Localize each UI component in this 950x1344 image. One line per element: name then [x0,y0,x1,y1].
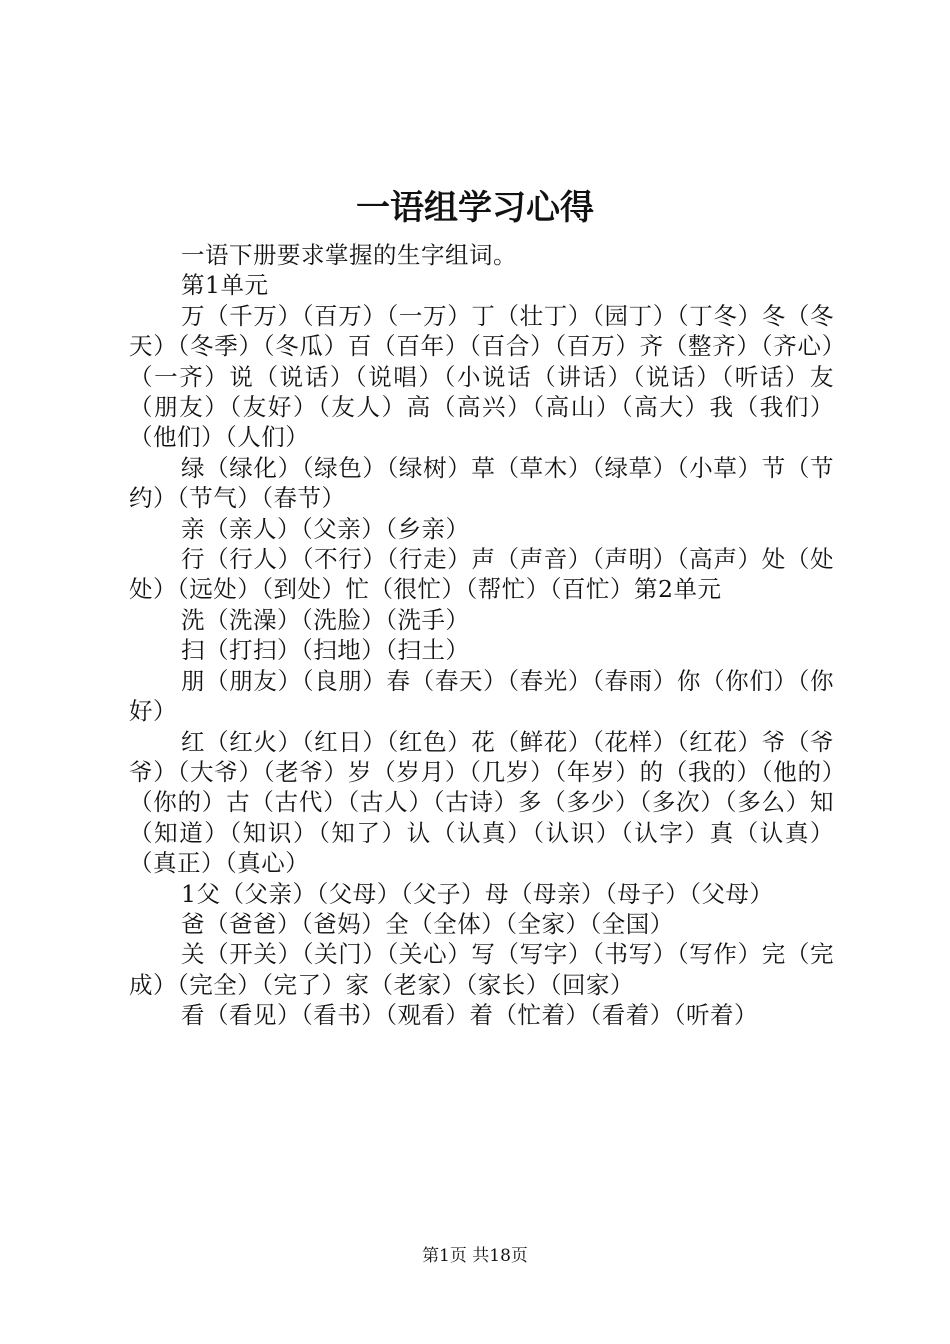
paragraph: 关（开关）（关门）（关心）写（写字）（书写）（写作）完（完成）（完全）（完了）家（老家）（家长）（回家） [129,940,834,999]
paragraph: 绿（绿化）（绿色）（绿树）草（草木）（绿草）（小草）节（节约）（节气）（春节） [129,453,834,513]
paragraph: 朋（朋友）（良朋）春（春天）（春光）（春雨）你（你们）（你好） [129,666,834,726]
document-body [129,240,834,1031]
paragraph: 1父（父亲）（父母）（父子）母（母亲）（母子）（父母） [181,879,774,908]
paragraph: 洗（洗澡）（洗脸）（洗手） [181,605,470,634]
paragraph: 红（红火）（红日）（红色）花（鲜花）（花样）（红花）爷（爷爷）（大爷）（老爷）岁（岁月）（几岁）（年岁）的（我的）（他的）（你的）古（古代）（古人）（古诗）多（多少）（多次）（多么）知（知道）（知识）（知了）认（认真）（认识）（认字）真（认真）（真正）（真心） [129,727,834,878]
paragraph: 看（看见）（看书）（观看）着（忙着）（看着）（听着） [181,1001,758,1030]
paragraph: 爸（爸爸）（爸妈）全（全体）（全家）（全国） [181,909,674,938]
paragraph: 一语下册要求掌握的生字组词。 [181,241,517,269]
paragraph: 行（行人）（不行）（行走）声（声音）（声明）（高声）处（处处）（远处）（到处）忙（很忙）（帮忙）（百忙）第2单元 [129,545,834,604]
paragraph: 亲（亲人）（父亲）（乡亲） [181,514,470,543]
paragraph: 第1单元 [181,271,269,300]
page-footer: 第1页 共18页 [422,1246,528,1266]
paragraph: 万（千万）（百万）（一万）丁（壮丁）（园丁）（丁冬）冬（冬天）（冬季）（冬瓜）百（百年）（百合）（百万）齐（整齐）（齐心）（一齐）说（说话）（说唱）（小说话（讲话）（说话）（听话）友（朋友）（友好）（友人）高（高兴）（高山）（高大）我（我们）（他们）（人们） [129,301,834,452]
page-title: 一语组学习心得 [356,188,594,228]
paragraph: 扫（打扫）（扫地）（扫土） [181,636,470,665]
